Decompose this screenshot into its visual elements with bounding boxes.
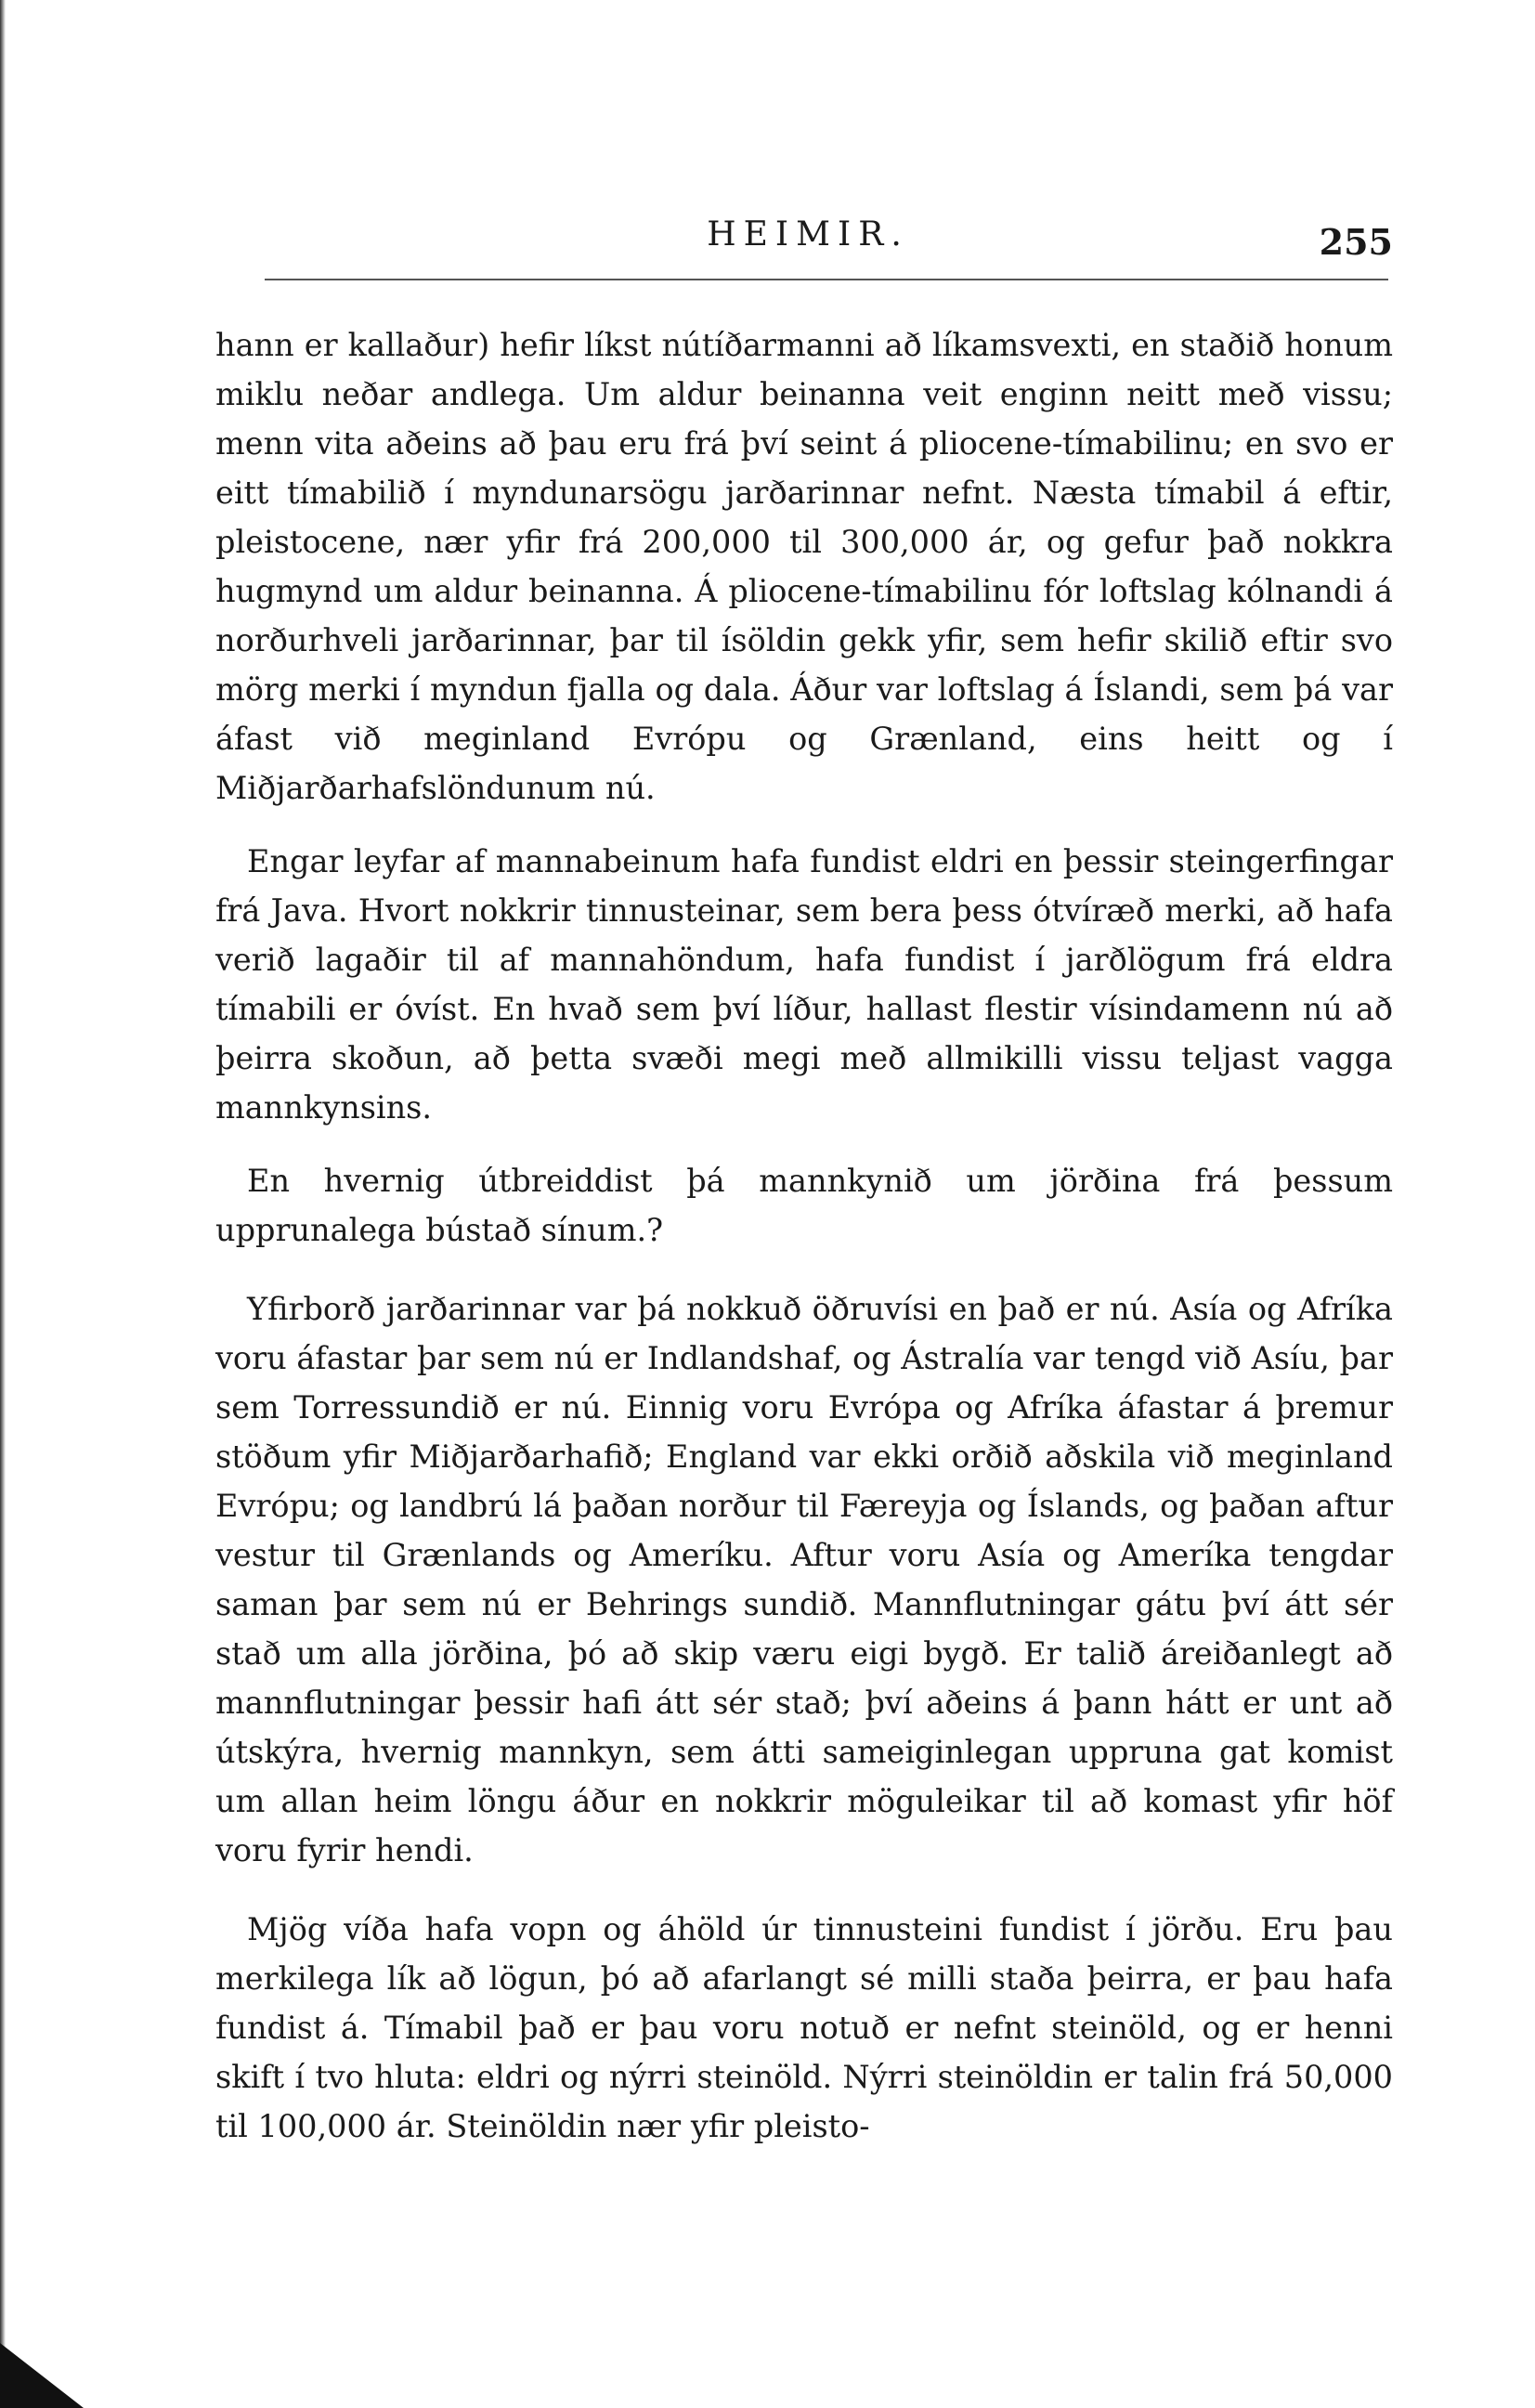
page-binding-edge [0,0,6,2408]
paragraph: Yfirborð jarðarinnar var þá nokkuð öðruvísi en það er nú. Asía og Afríka voru áfastar þar sem nú er Indlandshaf, og Ástralía var tengd við Asíu, þar sem Torressundið er nú. Einnig voru Evrópa og Afríka áfastar á þremur stöðum yfir Miðjarðarhafið; England var ekki orðið aðskila við meginland Evrópu; og landbrú lá þaðan norður til Færeyja og Íslands, og þaðan aftur vestur til Grænlands og Ameríku. Aftur voru Asía og Ameríka tengdar saman þar sem nú er Behrings sundið. Mannflutningar gátu því átt sér stað um alla jörðina, þó að skip væru eigi bygð. Er talið áreiðanlegt að mannflutningar þessir hafi átt sér stað; því aðeins á þann hátt er unt að útskýra, hvernig mannkyn, sem átti sameiginlegan uppruna gat komist um allan heim löngu áður en nokkrir möguleikar til að komast yfir höf voru fyrir hendi. [215,1291,1393,1868]
paragraph: Mjög víða hafa vopn og áhöld úr tinnusteini fundist í jörðu. Eru þau merkilega lík að lögun, þó að afarlangt sé milli staða þeirra, er þau hafa fundist á. Tímabil það er þau voru notuð er nefnt steinöld, og er henni skift í tvo hluta: eldri og nýrri steinöld. Nýrri steinöldin er talin frá 50,000 til 100,000 ár. Steinöldin nær yfir pleisto- [215,1911,1393,2144]
body-text [215,320,1393,2151]
header-rule [265,279,1388,280]
page-header [223,215,1393,271]
paragraph: hann er kallaður) hefir líkst nútíðarmanni að líkamsvexti, en staðið honum miklu neðar andlega. Um aldur beinanna veit enginn neitt með vissu; menn vita aðeins að þau eru frá því seint á pliocene-tímabilinu; en svo er eitt tímabilið í myndunarsögu jarðarinnar nefnt. Næsta tímabil á eftir, pleistocene, nær yfir frá 200,000 til 300,000 ár, og gefur það nokkra hugmynd um aldur beinanna. Á pliocene-tímabilinu fór loftslag kólnandi á norðurhveli jarðarinnar, þar til ísöldin gekk yfir, sem hefir skilið eftir svo mörg merki í myndun fjalla og dala. Áður var loftslag á Íslandi, sem þá var áfast við meginland Evrópu og Grænland, eins heitt og í Miðjarðarhafslöndunum nú. [215,327,1393,806]
paragraph: En hvernig útbreiddist þá mannkynið um jörðina frá þessum upprunalega bústað sínum.? [215,1163,1393,1248]
paragraph: Engar leyfar af mannabeinum hafa fundist eldri en þessir steingerfingar frá Java. Hvort nokkrir tinnusteinar, sem bera þess ótvíræð merki, að hafa verið lagaðir til af mannahöndum, hafa fundist í jarðlögum frá eldra tímabili er óvíst. En hvað sem því líður, hallast flestir vísindamenn nú að þeirra skoðun, að þetta svæði megi með allmikilli vissu teljast vagga mannkynsins. [215,843,1393,1126]
running-title: HEIMIR. [707,215,909,254]
page-corner-shadow [0,2343,84,2408]
page-number: 255 [1319,221,1393,263]
